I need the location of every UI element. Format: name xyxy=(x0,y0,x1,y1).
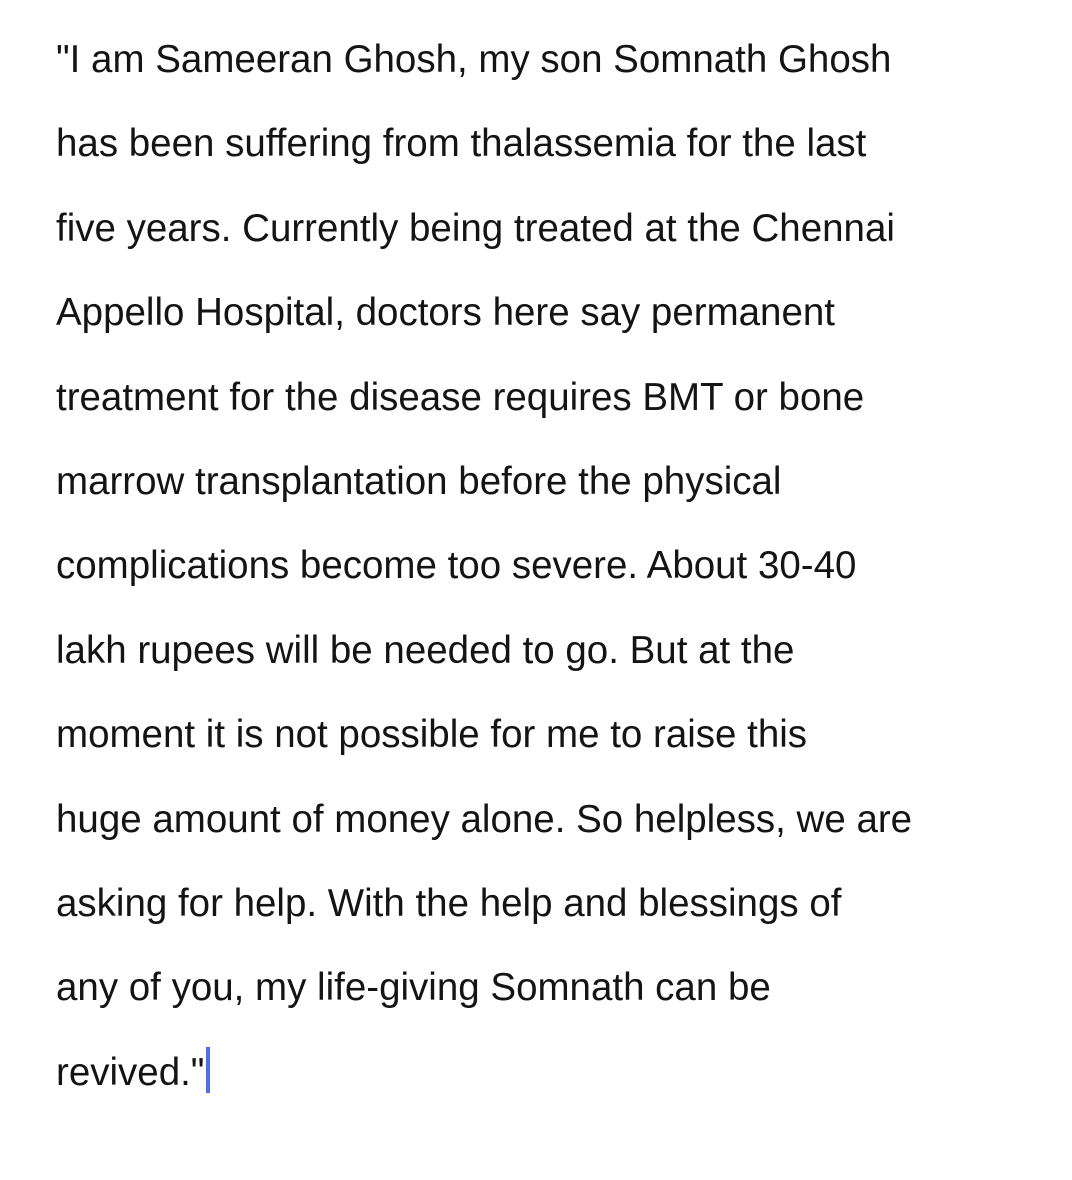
text-line: five years. Currently being treated at the Chennai xyxy=(56,206,895,250)
text-line: marrow transplantation before the physical xyxy=(56,459,782,503)
text-line: any of you, my life-giving Somnath can be xyxy=(56,966,771,1010)
text-line: huge amount of money alone. So helpless, we are xyxy=(56,797,913,841)
text-line: Appello Hospital, doctors here say permanent xyxy=(56,291,835,335)
text-cursor xyxy=(206,1047,210,1093)
text-line: treatment for the disease requires BMT or bone xyxy=(56,375,865,419)
text-line-last xyxy=(56,1031,1056,1115)
text-line: asking for help. With the help and blessings of xyxy=(56,881,842,925)
text-line: moment it is not possible for me to raise this xyxy=(56,713,808,757)
text-editor[interactable] xyxy=(56,18,1056,1115)
text-line: lakh rupees will be needed to go. But at the xyxy=(56,628,795,672)
text-line: has been suffering from thalassemia for the last xyxy=(56,122,867,166)
text-line: "I am Sameeran Ghosh, my son Somnath Ghosh xyxy=(56,38,892,81)
text-line-content: revived." xyxy=(56,1050,205,1094)
text-line: complications become too severe. About 30-40 xyxy=(56,544,857,588)
